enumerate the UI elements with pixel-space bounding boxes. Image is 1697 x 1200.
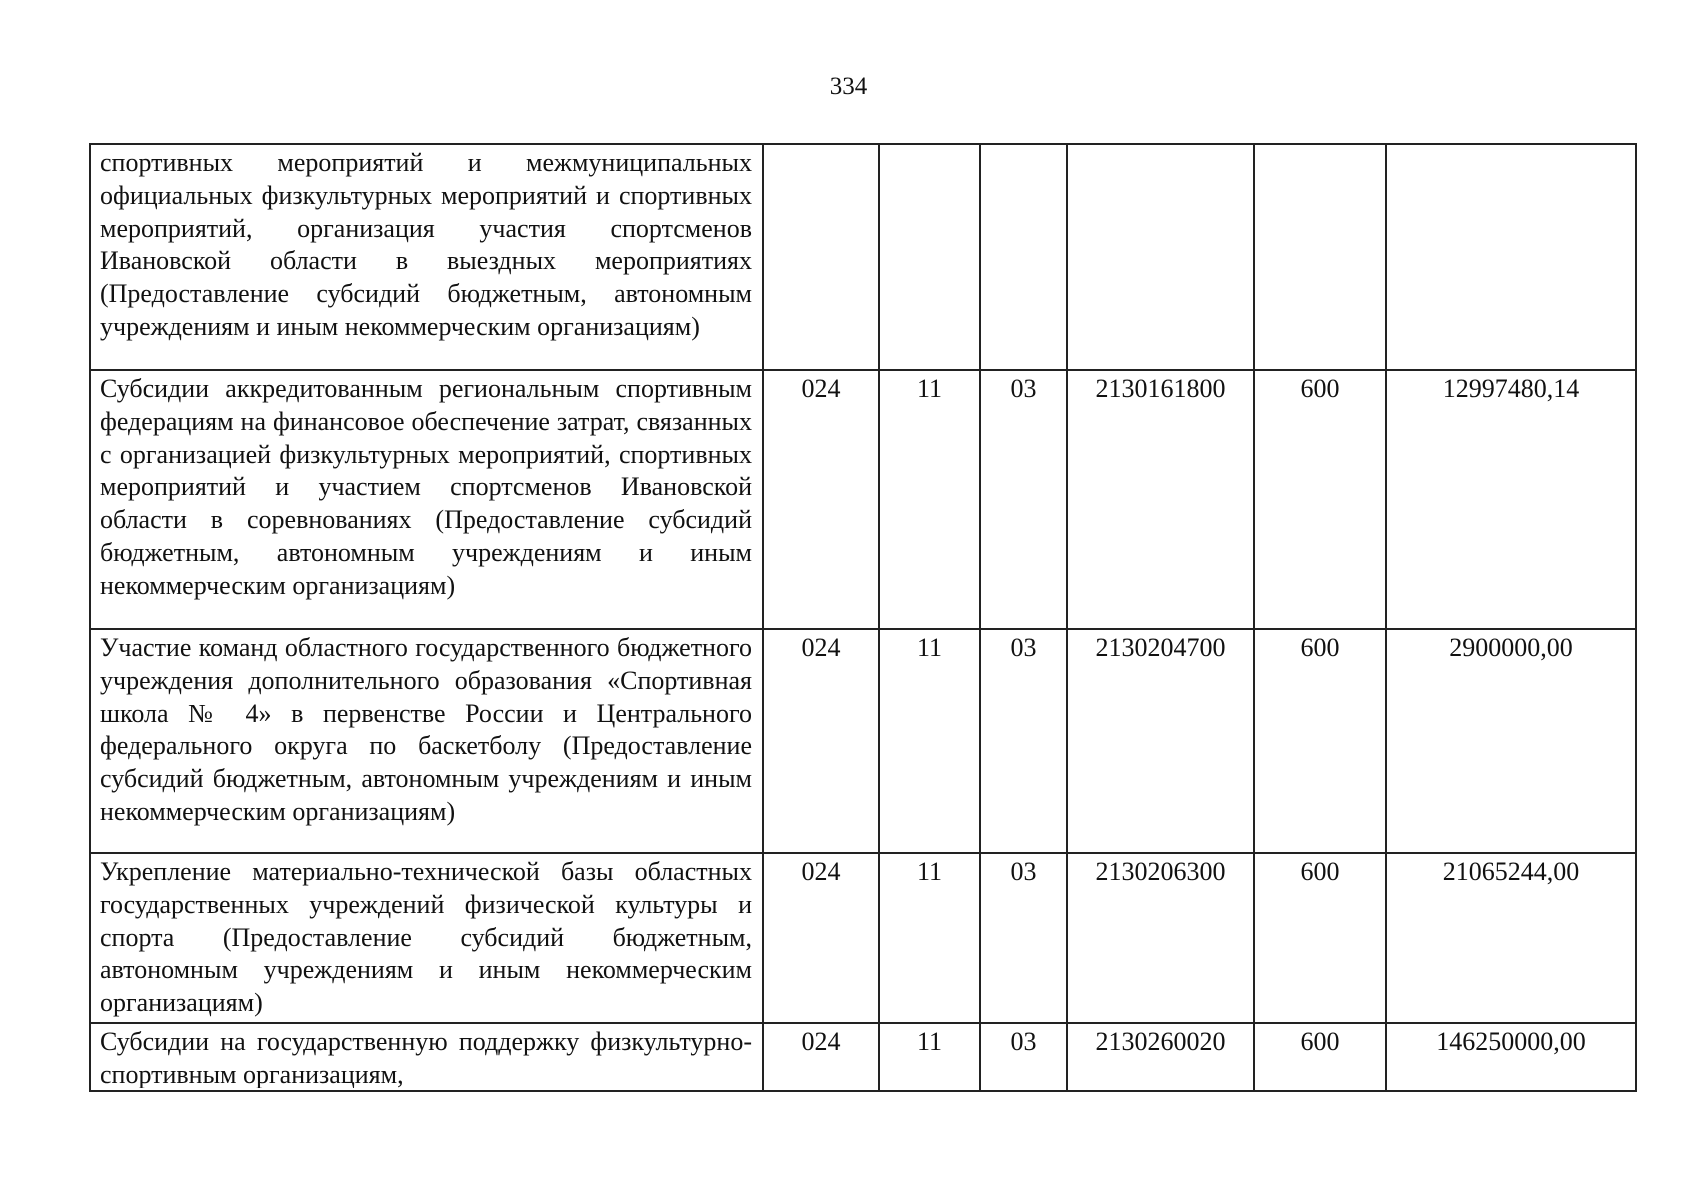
amount-cell: 2900000,00: [1386, 629, 1636, 853]
description-text: Субсидии на государственную поддержку физкультурно-спортивным организациям,: [100, 1026, 752, 1088]
description-cell: Укрепление материально-технической базы областных государственных учреждений физической культуры и спорта (Предоставление субсидий бюджетным, автономным учреждениям и иным некоммерческим организациям): [90, 853, 763, 1023]
section-code-cell: 11: [879, 853, 980, 1023]
budget-table: [89, 143, 1637, 1092]
target-item-cell: [1067, 144, 1254, 370]
expense-type-cell: 600: [1254, 629, 1386, 853]
section-code-cell: 11: [879, 1023, 980, 1091]
table-row: [90, 853, 1636, 1023]
ministry-code-cell: 024: [763, 853, 879, 1023]
target-item-cell: 2130204700: [1067, 629, 1254, 853]
expense-type-cell: 600: [1254, 853, 1386, 1023]
table-row: [90, 144, 1636, 370]
section-code-cell: [879, 144, 980, 370]
expense-type-cell: 600: [1254, 1023, 1386, 1091]
amount-cell: 12997480,14: [1386, 370, 1636, 629]
ministry-code-cell: [763, 144, 879, 370]
ministry-code-cell: 024: [763, 1023, 879, 1091]
description-cell: Участие команд областного государственного бюджетного учреждения дополнительного образования «Спортивная школа № 4» в первенстве России и Центрального федерального округа по баскетболу (Предоставление субсидий бюджетным, автономным учреждениям и иным некоммерческим организациям): [90, 629, 763, 853]
expense-type-cell: 600: [1254, 370, 1386, 629]
table-row: [90, 1023, 1636, 1091]
amount-cell: [1386, 144, 1636, 370]
subsection-code-cell: 03: [980, 370, 1067, 629]
page-number: 334: [829, 73, 868, 100]
ministry-code-cell: 024: [763, 370, 879, 629]
description-cell: [90, 1023, 763, 1091]
target-item-cell: 2130161800: [1067, 370, 1254, 629]
subsection-code-cell: 03: [980, 853, 1067, 1023]
section-code-cell: 11: [879, 629, 980, 853]
subsection-code-cell: [980, 144, 1067, 370]
table-row: [90, 370, 1636, 629]
subsection-code-cell: 03: [980, 1023, 1067, 1091]
table-row: [90, 629, 1636, 853]
target-item-cell: 2130206300: [1067, 853, 1254, 1023]
expense-type-cell: [1254, 144, 1386, 370]
subsection-code-cell: 03: [980, 629, 1067, 853]
amount-cell: 21065244,00: [1386, 853, 1636, 1023]
amount-cell: 146250000,00: [1386, 1023, 1636, 1091]
description-cell: Субсидии аккредитованным региональным спортивным федерациям на финансовое обеспечение затрат, связанных с организацией физкультурных мероприятий, спортивных мероприятий и участием спортсменов Ивановской области в соревнованиях (Предоставление субсидий бюджетным, автономным учреждениям и иным некоммерческим организациям): [90, 370, 763, 629]
target-item-cell: 2130260020: [1067, 1023, 1254, 1091]
ministry-code-cell: 024: [763, 629, 879, 853]
description-cell: спортивных мероприятий и межмуниципальных официальных физкультурных мероприятий и спортивных мероприятий, организация участия спортсменов Ивановской области в выездных мероприятиях (Предоставление субсидий бюджетным, автономным учреждениям и иным некоммерческим организациям): [90, 144, 763, 370]
section-code-cell: 11: [879, 370, 980, 629]
